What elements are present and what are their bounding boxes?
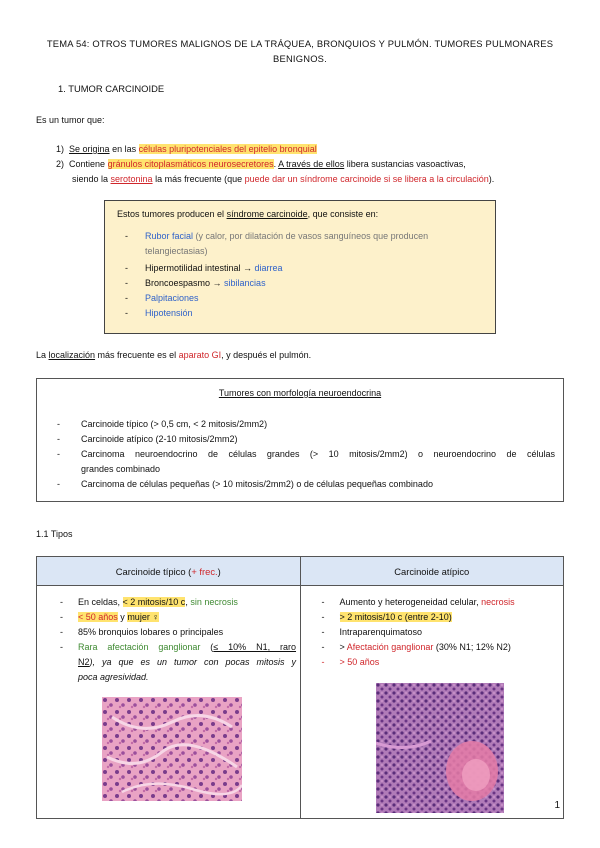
neuro-item-3: Carcinoma neuroendocrino de células grandes (> 10 mitosis/2mm2) o neuroendocrino de células — [81, 449, 555, 459]
neuro-item-2: Carcinoide atípico (2-10 mitosis/2mm2) — [81, 434, 238, 444]
tipico-edad: < 50 años y mujer ♀ — [78, 612, 160, 622]
atipico-ganglionar: > Afectación ganglionar (30% N1; 12% N2) — [339, 642, 511, 652]
atipico-edad: > 50 años — [339, 657, 380, 667]
symptom-palpitaciones: Palpitaciones — [145, 293, 199, 303]
intro-text: Es un tumor que: — [36, 115, 105, 125]
neuro-item-3-cont: grandes combinado — [81, 464, 161, 474]
symptom-hipermotilidad: Hipermotilidad intestinal → diarrea — [145, 263, 283, 273]
neuro-item-4: Carcinoma de células pequeñas (> 10 mitosis/2mm2) o de células pequeñas combinado — [81, 479, 433, 489]
symptom-broncoespasmo: Broncoespasmo → sibilancias — [145, 278, 266, 288]
carcinoid-syndrome-box: Estos tumores producen el síndrome carcinoide, que consiste en: - Rubor facial (y calor, por dilatación de vasos sanguíneos que producen telangiectasias) - Hipermotilidad intestinal → diarrea - Broncoespasmo → sibilancias - Palpitaciones - Hipotensión — [104, 200, 496, 334]
neuro-title: Tumores con morfología neuroendocrina — [218, 388, 382, 398]
list-item-2: 2) Contiene gránulos citoplasmáticos neurosecretores. A través de ellos libera sustancias vasoactivas, — [56, 159, 466, 169]
atipico-intraparenquimatoso: Intraparenquimatoso — [339, 627, 423, 637]
cell-atipico: - Aumento y heterogeneidad celular, necrosis - > 2 mitosis/10 c (entre 2-10) - Intraparenquimatoso - > Afectación ganglionar (30% N1; 12% N2) - > 50 años — [300, 586, 564, 819]
histology-image-tipico — [102, 697, 242, 801]
symptom-rubor: Rubor facial (y calor, por dilatación de vasos sanguíneos que producen — [145, 231, 429, 241]
tipico-celdas: En celdas, < 2 mitosis/10 c, sin necrosis — [78, 597, 238, 607]
header-atipico: Carcinoide atípico — [300, 557, 564, 586]
neuro-item-1: Carcinoide típico (> 0,5 cm, < 2 mitosis/2mm2) — [81, 419, 268, 429]
section-heading-carcinoide: 1. TUMOR CARCINOIDE — [58, 83, 165, 94]
header-tipico: Carcinoide típico (+ frec.) — [37, 557, 301, 586]
cell-tipico: - En celdas, < 2 mitosis/10 c, sin necrosis - < 50 años y mujer ♀ - 85% bronquios lobares o principales - Rara afectación ganglionar (≤ 10% N1, raro N2), ya que es un tumor con pocas mitosis y poca agresividad. — [37, 586, 301, 819]
page-number: 1 — [554, 800, 560, 811]
localization-text: La localización más frecuente es el aparato GI, y después el pulmón. — [36, 350, 312, 360]
atipico-mitosis: > 2 mitosis/10 c (entre 2-10) — [339, 612, 452, 622]
list-item-2-cont: siendo la serotonina la más frecuente (que puede dar un síndrome carcinoide si se libera a la circulación). — [72, 174, 495, 184]
list-item-1: 1) Se origina en las células pluripotenciales del epitelio bronquial — [56, 144, 317, 154]
document-title: TEMA 54: OTROS TUMORES MALIGNOS DE LA TRÁQUEA, BRONQUIOS Y PULMÓN. TUMORES PULMONARES BENIGNOS. — [46, 38, 554, 64]
section-heading-tipos: 1.1 Tipos — [36, 529, 73, 539]
neuroendocrine-box: Tumores con morfología neuroendocrina - Carcinoide típico (> 0,5 cm, < 2 mitosis/2mm2) - Carcinoide atípico (2-10 mitosis/2mm2) - Carcinoma neuroendocrino de células grandes (> 10 mitosis/2mm2) o neuroendocrino de células grandes combinado - Carcinoma de células pequeñas (> 10 mitosis/2mm2) o de células pequeñas combinado — [36, 378, 564, 502]
atipico-aumento: Aumento y heterogeneidad celular, necrosis — [339, 597, 515, 607]
syndrome-intro: Estos tumores producen el síndrome carcinoide, que consiste en: — [117, 209, 379, 219]
tipos-table — [36, 556, 564, 819]
tipico-ganglionar: Rara afectación ganglionar (≤ 10% N1, raro — [78, 642, 297, 652]
symptom-hipotension: Hipotensión — [145, 308, 193, 318]
tipico-bronquios: 85% bronquios lobares o principales — [78, 627, 224, 637]
histology-image-atipico — [376, 683, 504, 813]
